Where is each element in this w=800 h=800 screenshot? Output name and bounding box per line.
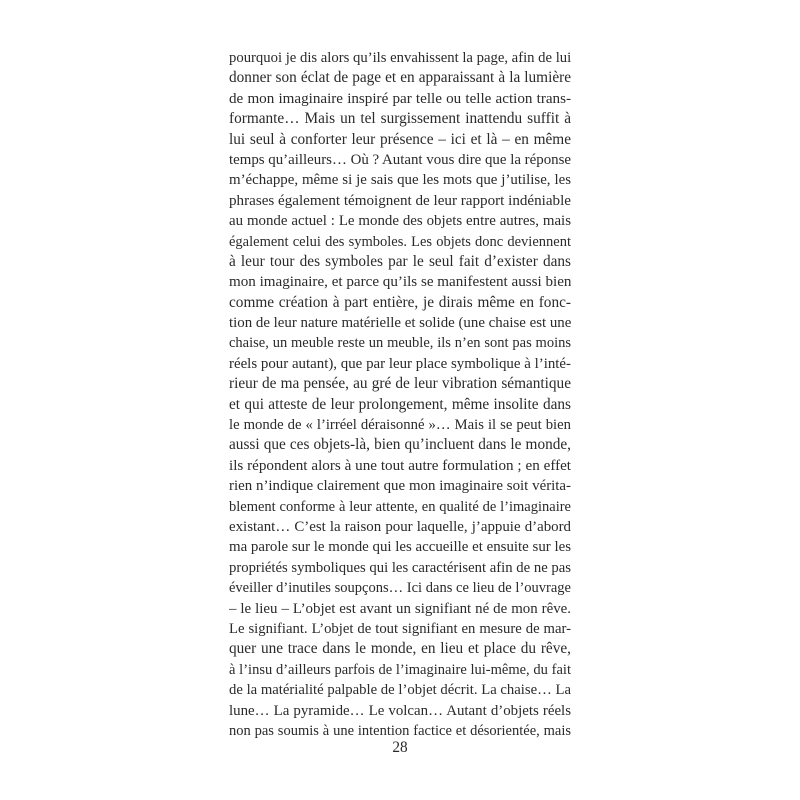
text-line: lune… La pyramide… Le volcan… Autant d’objets réels <box>229 702 571 719</box>
text-line: Le signifiant. L’objet de tout signifiant en mesure de mar- <box>229 620 571 637</box>
text-line: et qui atteste de leur prolongement, même insolite dans <box>229 395 571 413</box>
text-line: – le lieu – L’objet est avant un signifiant né de mon rêve. <box>229 600 571 617</box>
text-line: chaise, un meuble reste un meuble, ils n’en sont pas moins <box>229 335 571 352</box>
text-line: rien n’indique clairement que mon imaginaire soit vérita- <box>229 478 571 495</box>
page-number: 28 <box>392 739 408 756</box>
text-line: donner son éclat de page et en apparaissant à la lumière <box>229 69 571 87</box>
text-line: existant… C’est la raison pour laquelle, j’appuie d’abord <box>229 518 571 535</box>
text-line: quer une trace dans le monde, en lieu et place du rêve, <box>229 640 571 658</box>
text-line: phrases également témoignent de leur rapport indéniable <box>229 192 571 209</box>
text-line: à leur tour des symboles par le seul fait d’exister dans <box>229 252 571 270</box>
text-line: comme création à part entière, je dirais même en fonc- <box>229 293 571 311</box>
text-line: réels pour autant), que par leur place symbolique à l’inté- <box>229 355 571 372</box>
text-line: blement conforme à leur attente, en qualité de l’imaginaire <box>229 498 571 515</box>
text-line: de la matérialité palpable de l’objet décrit. La chaise… La <box>229 682 571 699</box>
text-line: également celui des symboles. Les objets donc deviennent <box>229 233 571 250</box>
text-line: éveiller d’inutiles soupçons… Ici dans ce lieu de l’ouvrage <box>229 580 571 597</box>
text-line: formante… Mais un tel surgissement inattendu suffit à <box>229 110 571 128</box>
text-line: pourquoi je dis alors qu’ils envahissent la page, afin de lui <box>229 50 571 66</box>
text-line: non pas soumis à une intention factice et désorientée, mais <box>229 722 571 739</box>
body-text <box>229 48 571 741</box>
text-line: propriétés symboliques qui les caractérisent afin de ne pas <box>229 559 571 576</box>
text-line: ma parole sur le monde qui les accueille et ensuite sur les <box>229 539 571 556</box>
text-line: mon imaginaire, et parce qu’ils se manifestent aussi bien <box>229 274 571 291</box>
text-line: au monde actuel : Le monde des objets entre autres, mais <box>229 213 571 230</box>
text-line: tion de leur nature matérielle et solide (une chaise est une <box>229 315 571 332</box>
text-line: rieur de ma pensée, au gré de leur vibration sémantique <box>229 375 571 393</box>
text-line: lui seul à conforter leur présence – ici et là – en même <box>229 130 571 148</box>
text-line: de mon imaginaire inspiré par telle ou telle action trans- <box>229 90 571 107</box>
text-line: à l’insu d’ailleurs parfois de l’imaginaire lui-même, du fait <box>229 661 571 678</box>
text-line: ils répondent alors à une tout autre formulation ; en effet <box>229 457 571 474</box>
text-line: temps qu’ailleurs… Où ? Autant vous dire que la réponse <box>229 151 571 168</box>
text-line: le monde de « l’irréel déraisonné »… Mais il se peut bien <box>229 417 571 434</box>
text-line: aussi que ces objets-là, bien qu’incluent dans le monde, <box>229 436 571 454</box>
text-line: m’échappe, même si je sais que les mots que j’utilise, les <box>229 172 571 189</box>
